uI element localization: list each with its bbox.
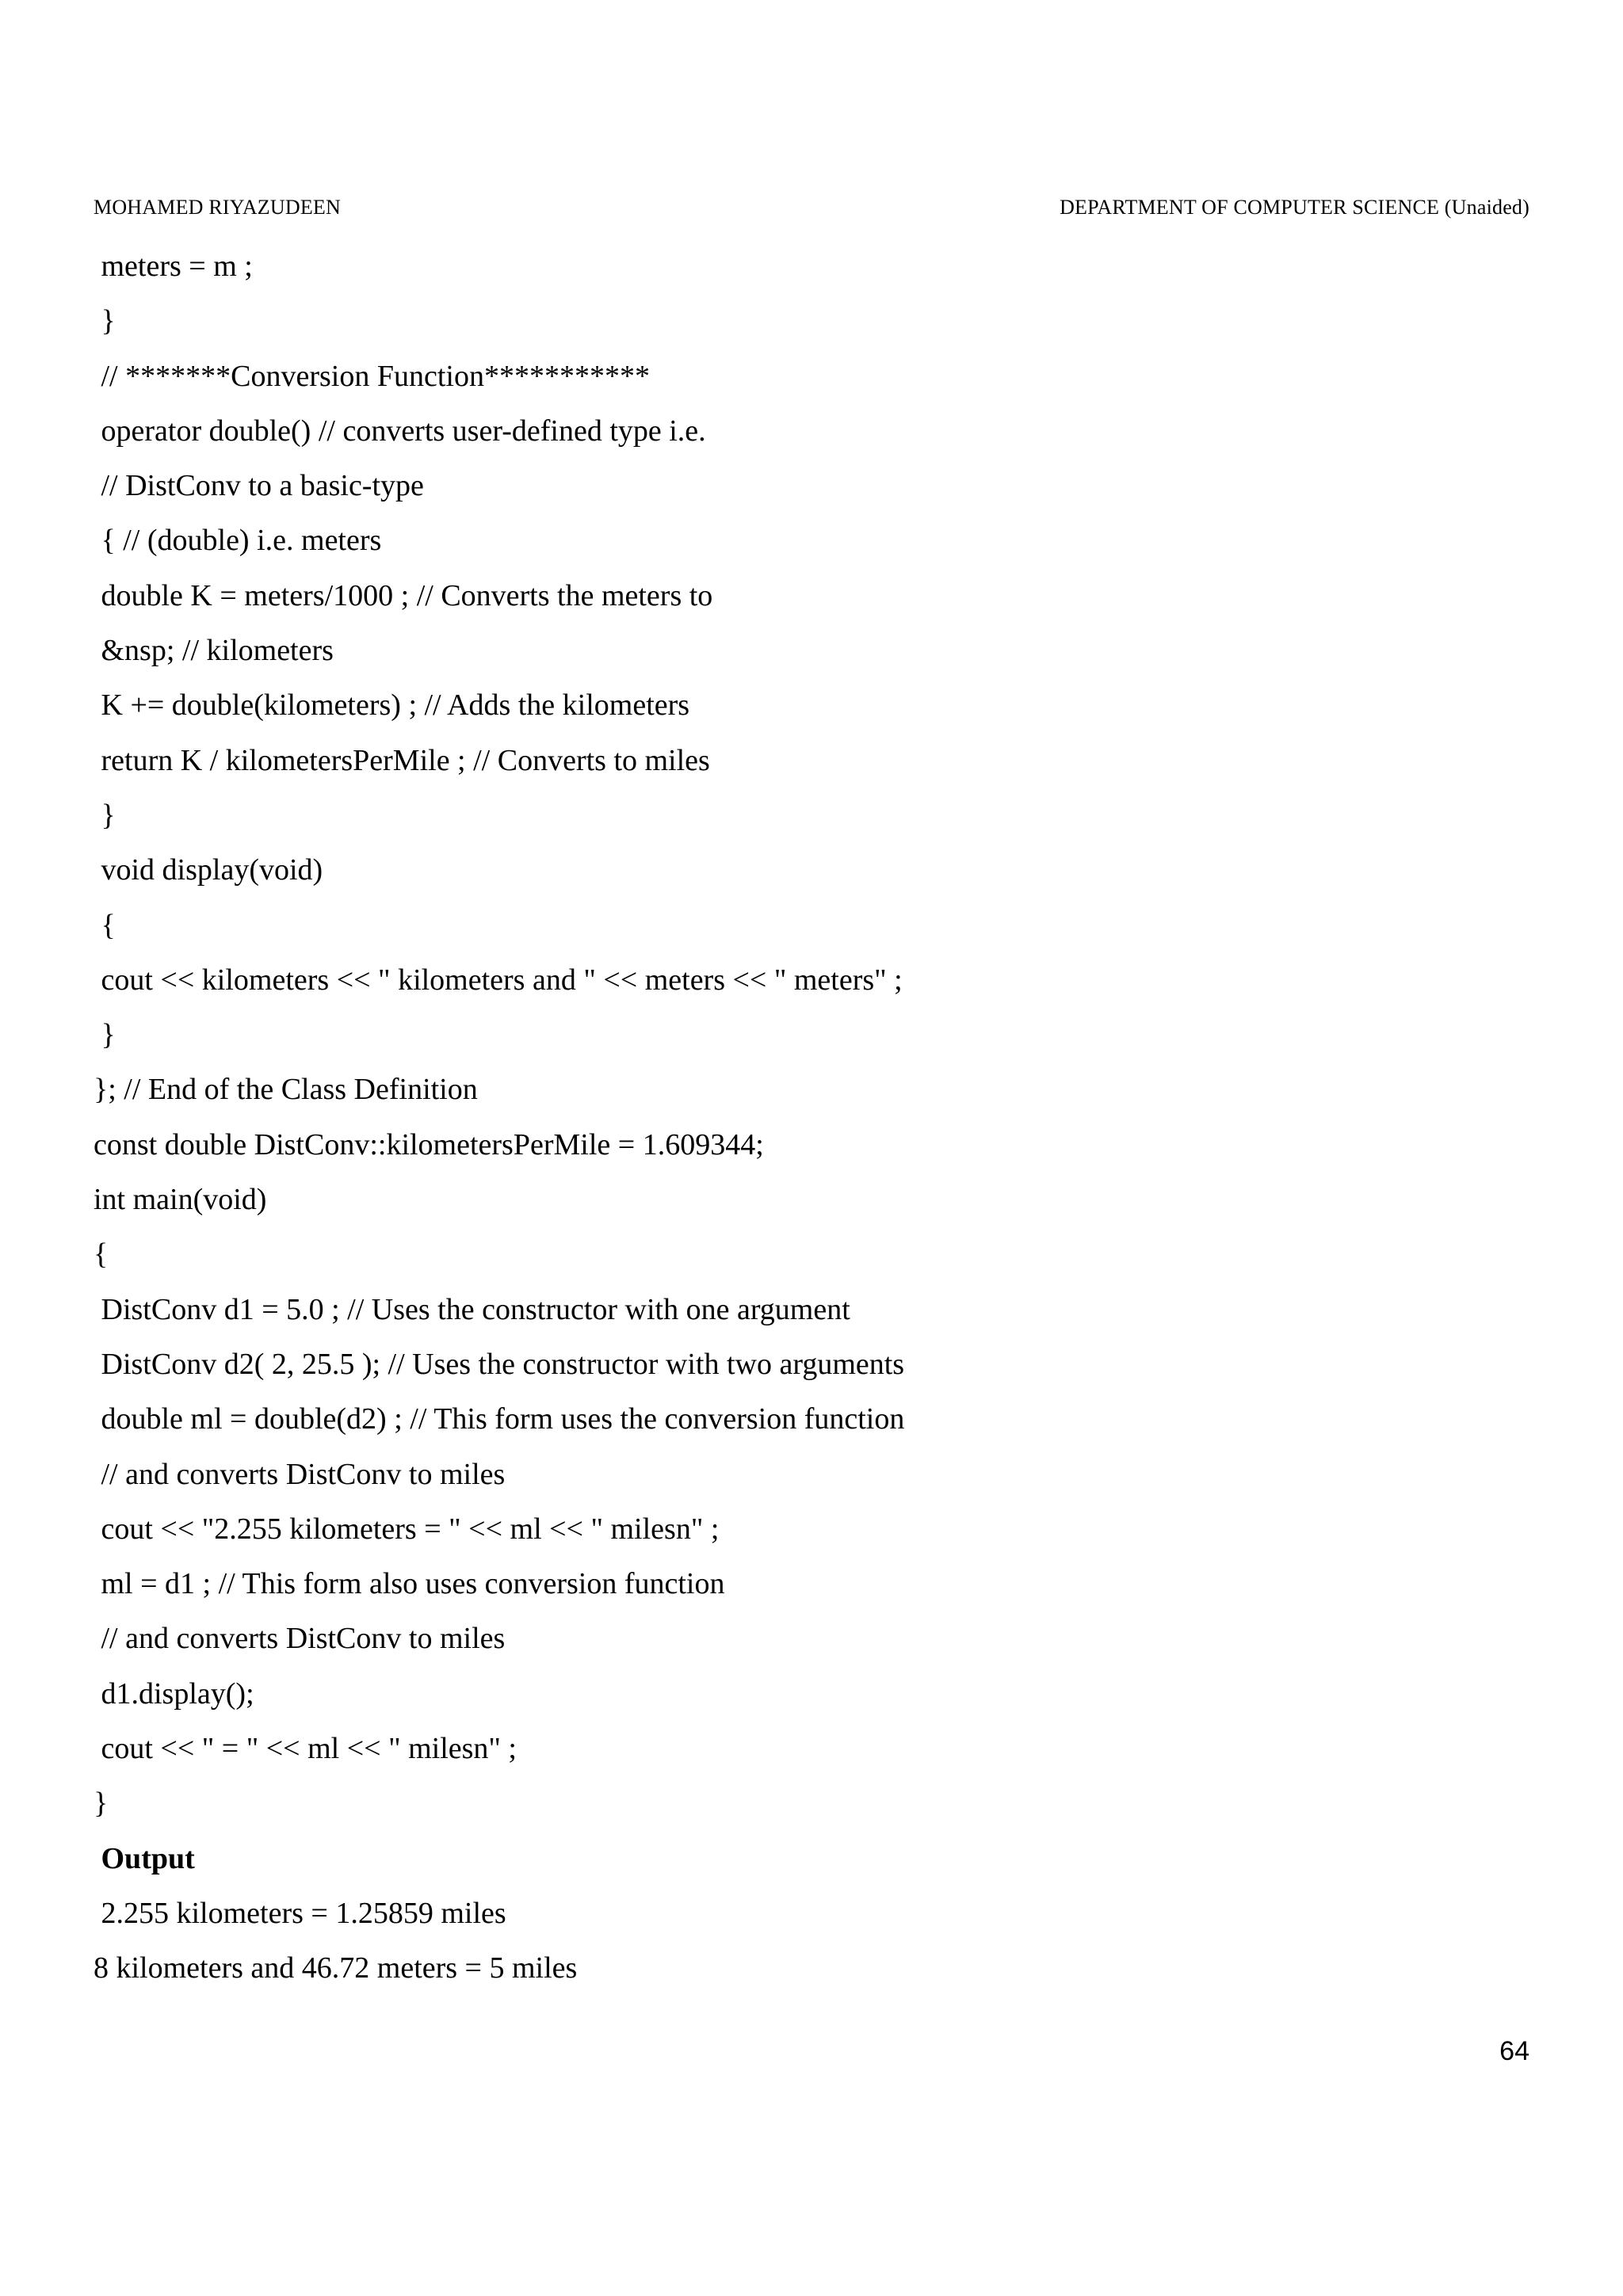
code-line: }; // End of the Class Definition xyxy=(94,1073,478,1107)
code-line: DistConv d1 = 5.0 ; // Uses the constructor with one argument xyxy=(94,1292,850,1326)
output-line: 2.255 kilometers = 1.25859 miles xyxy=(94,1896,506,1930)
code-line: // and converts DistConv to miles xyxy=(94,1457,506,1491)
author-name: MOHAMED RIYAZUDEEN xyxy=(94,196,341,219)
code-line: { // (double) i.e. meters xyxy=(94,524,382,558)
code-line: } xyxy=(94,304,116,338)
code-line: operator double() // converts user-defined type i.e. xyxy=(94,414,706,448)
code-line: int main(void) xyxy=(94,1183,267,1217)
code-line: } xyxy=(94,1018,116,1052)
code-line: d1.display(); xyxy=(94,1676,254,1711)
code-line: void display(void) xyxy=(94,853,323,887)
code-listing xyxy=(94,239,1520,1997)
page-header xyxy=(94,192,1529,223)
code-line: } xyxy=(94,798,116,832)
code-line: double K = meters/1000 ; // Converts the meters to xyxy=(94,578,713,612)
code-line: } xyxy=(94,1787,109,1821)
page-number: 64 xyxy=(1499,2036,1529,2066)
code-line: DistConv d2( 2, 25.5 ); // Uses the constructor with two arguments xyxy=(94,1347,905,1381)
output-line: 8 kilometers and 46.72 meters = 5 miles xyxy=(94,1951,578,1985)
code-line: { xyxy=(94,908,116,942)
code-line: cout << " = " << ml << " milesn" ; xyxy=(94,1732,517,1766)
code-line: cout << "2.255 kilometers = " << ml << " milesn" ; xyxy=(94,1512,720,1546)
output-heading: Output xyxy=(94,1841,195,1875)
code-line: double ml = double(d2) ; // This form uses the conversion function xyxy=(94,1402,905,1436)
code-line: &nsp; // kilometers xyxy=(94,634,334,668)
code-line: meters = m ; xyxy=(94,250,253,283)
code-line: // DistConv to a basic-type xyxy=(94,469,424,503)
code-line: const double DistConv::kilometersPerMile = 1.609344; xyxy=(94,1127,764,1161)
code-line: cout << kilometers << " kilometers and " << meters << " meters" ; xyxy=(94,963,903,997)
code-line: return K / kilometersPerMile ; // Converts to miles xyxy=(94,743,710,777)
code-line: K += double(kilometers) ; // Adds the kilometers xyxy=(94,688,690,723)
department-name: DEPARTMENT OF COMPUTER SCIENCE (Unaided) xyxy=(1060,196,1529,219)
code-line: // and converts DistConv to miles xyxy=(94,1622,506,1656)
code-line: { xyxy=(94,1238,109,1272)
code-line: ml = d1 ; // This form also uses conversion function xyxy=(94,1567,725,1601)
code-line: // *******Conversion Function*********** xyxy=(94,359,650,393)
